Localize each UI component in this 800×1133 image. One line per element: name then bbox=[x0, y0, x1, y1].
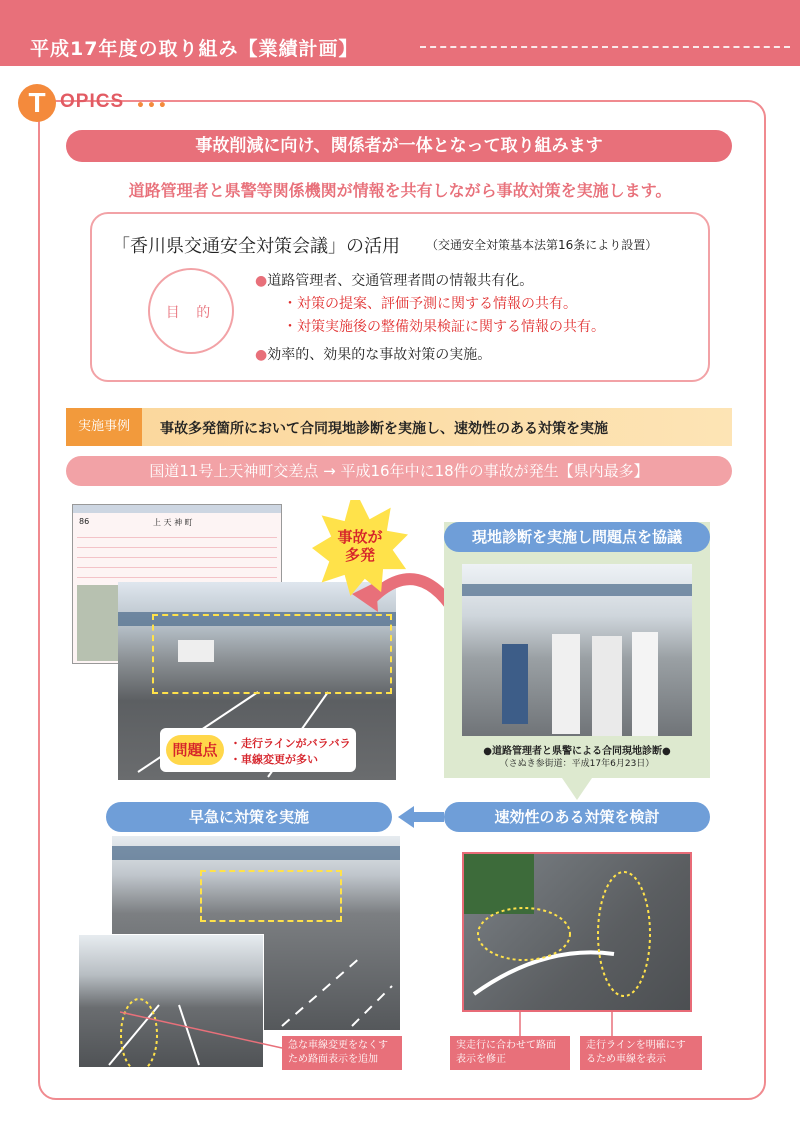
council-title: 「香川県交通安全対策会議」の活用 bbox=[112, 236, 400, 257]
note-lane-change: 急な車線変更をなくす ため路面表示を追加 bbox=[282, 1036, 402, 1070]
diagnosis-caption: ●道路管理者と県警による合同現地診断● bbox=[483, 746, 671, 757]
purpose-subitem: ・対策の提案、評価予測に関する情報の共有。 bbox=[283, 296, 577, 312]
study-banner: 速効性のある対策を検討 bbox=[444, 802, 710, 832]
problem-item: ・車線変更が多い bbox=[230, 753, 318, 766]
topics-initial: T bbox=[18, 84, 56, 122]
purpose-item: ●効率的、効果的な事故対策の実施。 bbox=[255, 347, 492, 363]
purpose-item: ●道路管理者、交通管理者間の情報共有化。 bbox=[255, 273, 534, 289]
measure-banner: 早急に対策を実施 bbox=[106, 802, 392, 832]
window-titlebar bbox=[73, 505, 281, 513]
form-number: 86 bbox=[79, 517, 90, 526]
note-lane-display: 走行ラインを明確にす るため車線を表示 bbox=[580, 1036, 702, 1070]
council-note: （交通安全対策基本法第16条により設置） bbox=[426, 238, 658, 252]
problem-item: ・走行ラインがバラバラ bbox=[230, 737, 351, 750]
header-divider bbox=[420, 46, 790, 48]
form-place: 上 天 神 町 bbox=[153, 518, 193, 527]
form-row bbox=[77, 539, 277, 548]
form-row bbox=[77, 549, 277, 558]
main-banner: 事故削減に向け、関係者が一体となって取り組みます bbox=[66, 130, 732, 162]
road-markings bbox=[464, 854, 690, 1010]
topics-badge bbox=[18, 84, 168, 122]
form-row bbox=[77, 569, 277, 578]
intersection-band: 国道11号上天神町交差点 → 平成16年中に18件の事故が発生【県内最多】 bbox=[66, 456, 732, 486]
problem-badge: 問題点 bbox=[166, 735, 224, 765]
case-tag: 実施事例 bbox=[66, 408, 142, 446]
diagnosis-banner: 現地診断を実施し問題点を協議 bbox=[444, 522, 710, 552]
topics-dots-icon: ••• bbox=[136, 98, 169, 114]
diagnosis-photo bbox=[462, 564, 692, 736]
case-text: 事故多発箇所において合同現地診断を実施し、速効性のある対策を実施 bbox=[160, 421, 608, 437]
marking-area-outline bbox=[200, 870, 342, 922]
accident-burst-label: 事故が 多発 bbox=[337, 528, 383, 564]
bullet-icon: ● bbox=[255, 347, 268, 363]
topics-label: OPICS bbox=[60, 91, 125, 112]
purpose-subitem: ・対策実施後の整備効果検証に関する情報の共有。 bbox=[283, 319, 605, 335]
bullet-icon: ● bbox=[255, 273, 268, 289]
note-road-marking: 実走行に合わせて路面 表示を修正 bbox=[450, 1036, 570, 1070]
diagnosis-date: （さぬき参街道：平成17年6月23日） bbox=[499, 759, 655, 769]
map-thumbnail bbox=[77, 585, 121, 661]
curve-marking-photo bbox=[462, 852, 692, 1012]
down-arrow-icon bbox=[562, 778, 592, 800]
form-row bbox=[77, 559, 277, 568]
form-row bbox=[77, 529, 277, 538]
page-title: 平成17年度の取り組み【業績計画】 bbox=[30, 38, 359, 60]
purpose-label: 目 的 bbox=[148, 268, 234, 354]
sub-heading: 道路管理者と県警等関係機関が情報を共有しながら事故対策を実施します。 bbox=[128, 181, 672, 200]
left-arrow-icon bbox=[398, 806, 444, 828]
people-silhouettes bbox=[462, 564, 692, 736]
